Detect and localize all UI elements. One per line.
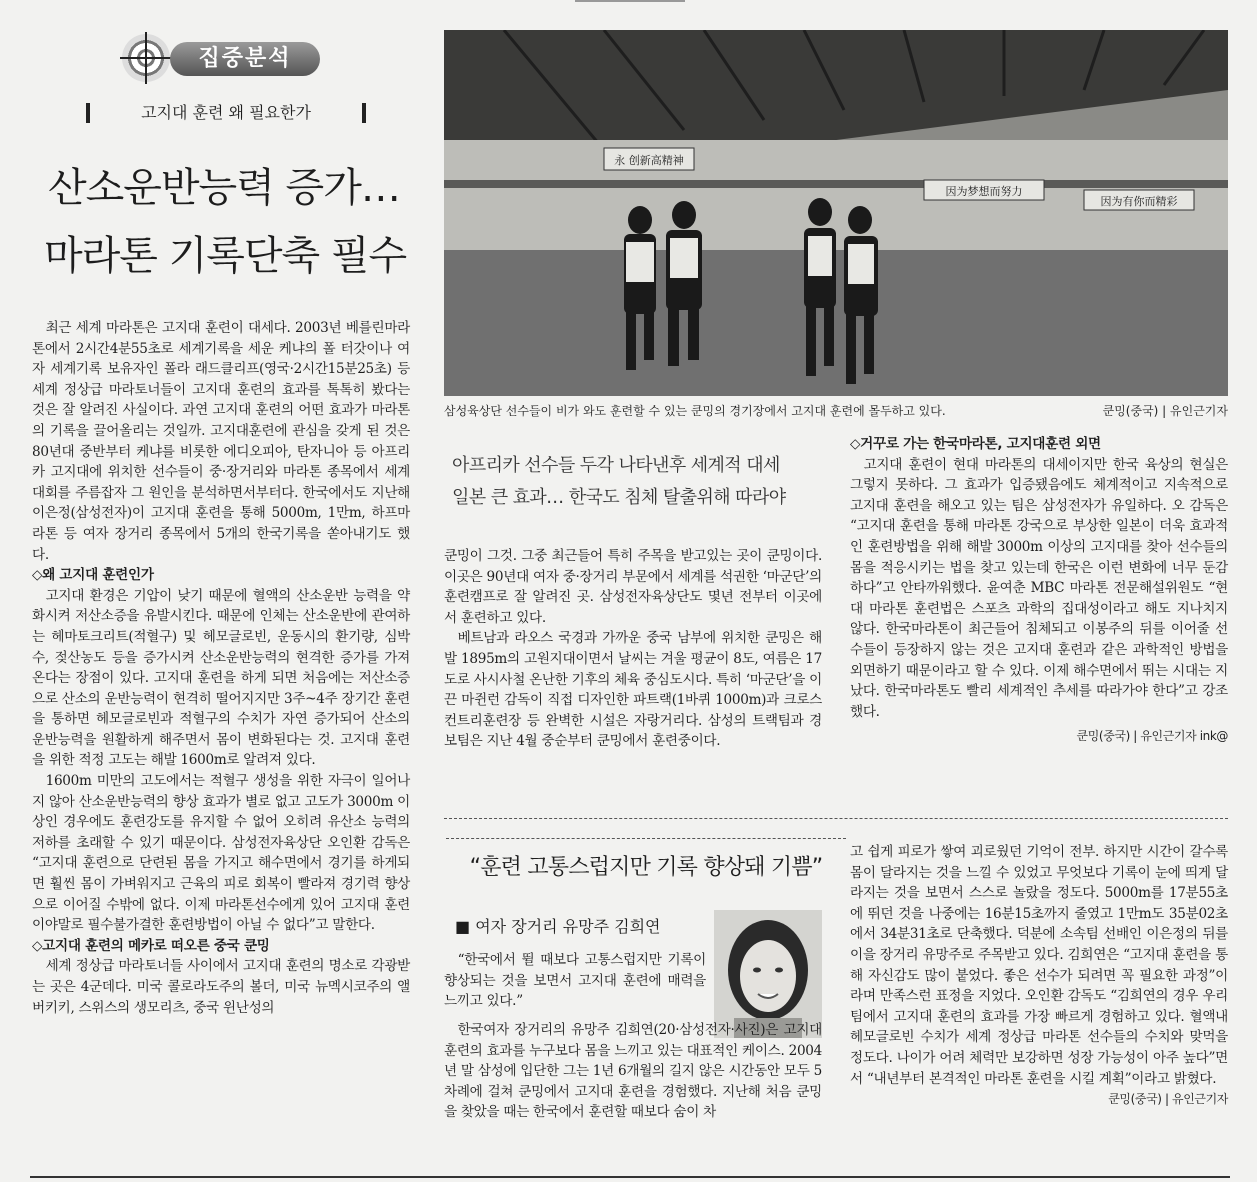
stadium-sign: 永 创新高精神 xyxy=(614,154,684,167)
article2-col-b xyxy=(850,842,1228,1110)
article2-paragraph: “한국에서 뛸 때보다 고통스럽지만 기록이 향상되는 것을 보면서 고지대 훈련에 매력을 느끼고 있다.” xyxy=(444,952,706,1010)
col1-paragraph: 최근 세계 마라톤은 고지대 훈련이 대세다. 2003년 베를린마라톤에서 2시간4분55초로 세계기록을 세운 케냐의 폴 터갓이나 여자 세계기록 보유자인 폴라 래드클리프(영국·2시간15분25초) 등 세계 정상급 마라토너들이 고지대 훈련의 효과를 톡톡히 봤다는 것은 잘 알려진 사실이다. 과연 고지대 훈련의 어떤 효과가 마라톤의 기록을 끌어올리는 것일까. 고지대훈련에 관심을 갖게 된 것은 80년대 중반부터 케냐를 비롯한 에디오피아, 탄자니아 등 아프리카 고지대에 위치한 선수들이 중·장거리와 마라톤 종목에서 세계대회를 주름잡자 그 원인을 분석하면서부터다. 한국에서도 지난해 이은정(삼성전자)이 고지대 훈련을 통해 5000m, 1만m, 하프마라톤 등 여자 장거리 종목에서 5개의 한국기록을 쏟아내기도 했다. xyxy=(32,320,410,563)
caption-text: 삼성육상단 선수들이 비가 와도 훈련할 수 있는 쿤밍의 경기장에서 고지대 훈련에 몰두하고 있다. xyxy=(444,404,946,418)
article2-byline: 쿤밍(중국) | 유인근기자 xyxy=(1108,1092,1228,1107)
kicker: 고지대 훈련 왜 필요한가 xyxy=(86,101,366,125)
target-icon xyxy=(122,34,170,82)
headline-line2: 마라톤 기록단축 필수 xyxy=(44,233,407,279)
col2-paragraph: 베트남과 라오스 국경과 가까운 중국 남부에 위치한 쿤밍은 해발 1895m의 고원지대이면서 날씨는 겨울 평균이 8도, 여름은 17도로 사시사철 온난한 기후의 체육 중심도시다. 특히 ‘마군단’을 이끈 마쥔런 감독이 직접 디자인한 파트랙(1바퀴 1000m)과 크로스컨트리훈련장 등 완벽한 시설은 자랑거리다. 삼성의 트랙팀과 경보팀은 지난 4월 중순부터 쿤밍에서 훈련중이다. xyxy=(444,630,822,750)
portrait-graphic xyxy=(714,910,822,1038)
article-separator xyxy=(444,818,1228,819)
headline-line1: 산소운반능력 증가… xyxy=(48,165,400,211)
stadium-photo xyxy=(444,30,1228,396)
column-1 xyxy=(32,318,410,1018)
page-top-fragment xyxy=(575,0,685,8)
col1-paragraph: 1600m 미만의 고도에서는 적혈구 생성을 위한 자극이 일어나지 않아 산소운반능력의 향상 효과가 별로 없고 고도가 3000m 이상인 경우에도 훈련강도를 유지할 수 없어 오히려 유산소 능력의 저하를 초래할 수 있기 때문이다. 삼성전자육상단 오인환 감독은 “고지대 훈련으로 단련된 몸을 가지고 해수면에서 경기를 하게되면 훨씬 몸이 가벼워지고 근육의 피로 회복이 빨라져 경기력 향상으로 이어질 수밖에 없다. 이제 마라톤선수에게 있어 고지대 훈련이야말로 필수불가결한 훈련방법이 아닐 수 없다”고 말한다. xyxy=(32,773,410,934)
bottom-rule xyxy=(30,1176,1230,1178)
column-3 xyxy=(850,434,1228,747)
col3-paragraph: 고지대 훈련이 현대 마라톤의 대세이지만 한국 육상의 현실은 그렇지 못하다. 그 효과가 입증됐음에도 체계적이고 지속적으로 고지대 훈련을 해오고 있는 팀은 삼성전자가 유일하다. 오 감독은 “고지대 훈련을 통해 마라톤 강국으로 부상한 일본이 더욱 효과적인 훈련방법을 위해 해발 3000m 이상의 고지대를 찾아 선수들의 몸을 적응시키는 법을 찾고 있는데 한국은 이런 변화에 너무 둔감하다”고 안타까워했다. 윤여춘 MBC 마라톤 전문해설위원도 “현대 마라톤 훈련법은 스포츠 과학의 집대성이라고 해도 지나치지 않다. 한국마라톤이 최근들어 침체되고 이봉주의 뒤를 이어줄 선수들이 등장하지 않는 것은 고지대 훈련과 같은 과학적인 방법을 외면하기 때문이라고 할 수 있다. 이제 해수면에서 뛰는 시대는 지났다. 한국마라톤도 빨리 세계적인 추세를 따라가야 한다”고 강조했다. xyxy=(850,456,1228,720)
article2-paragraph: 고 쉽게 피로가 쌓여 괴로웠던 기억이 전부. 하지만 시간이 갈수록 몸이 달라지는 것을 느낄 수 있었고 무엇보다 기록이 눈에 띄게 달라지는 것을 보면서 스스로 놀랐을 정도다. 5000m를 17분55초에 뛰던 것을 나중에는 16분15초까지 줄였고 1만m도 35분02초에서 34분31초로 단축했다. 덕분에 소속팀 선배인 이은정의 뒤를 이을 장거리 유망주로 주목받고 있다. 김희연은 “고지대 훈련을 통해 자신감도 많이 붙었다. 좋은 선수가 되려면 꼭 필요한 과정”이라며 만족스런 표정을 지었다. 오인환 감독도 “김희연의 경우 우리팀에서 고지대 훈련의 효과를 가장 빠르게 경험하고 있다. 혈액내 헤모글로빈 수치가 세계 정상급 마라톤 선수들의 수치와 맞먹을 정도다. 나이가 어려 체력만 보강하면 성장 가능성이 아주 높다”면서 “내년부터 본격적인 마라톤 훈련을 시킬 계획”이라고 밝혔다. xyxy=(850,844,1228,1087)
col3-byline: 쿤밍(중국) | 유인근기자 ink@ xyxy=(1076,729,1228,744)
stadium-photo-graphic xyxy=(444,30,1228,396)
col1-paragraph: 세계 정상급 마라토너들 사이에서 고지대 훈련의 명소로 각광받는 곳은 4군데다. 미국 콜로라도주의 볼더, 미국 뉴멕시코주의 앨버키키, 스위스의 생모리츠, 중국 윈난성의 xyxy=(32,958,410,1016)
column-2 xyxy=(444,546,822,752)
stadium-sign: 因为有你而精彩 xyxy=(1100,195,1178,208)
col1-subheading: ◇왜 고지대 훈련인가 xyxy=(32,567,154,584)
section-badge xyxy=(118,34,328,86)
article2-col-a xyxy=(444,1020,822,1123)
article2-col-a-top xyxy=(444,950,706,1012)
pull-quote-line: 아프리카 선수들 두각 나타낸후 세계적 대세 xyxy=(452,455,780,476)
photo-credit: 쿤밍(중국) | 유인근기자 xyxy=(1102,404,1228,418)
col1-subheading: ◇고지대 훈련의 메카로 떠오른 중국 쿤밍 xyxy=(32,937,270,954)
col3-subheading: ◇거꾸로 가는 한국마라톤, 고지대훈련 외면 xyxy=(850,436,1101,452)
article2-subtitle: ■ 여자 장거리 유망주 김희연 xyxy=(455,917,661,936)
pull-quote-line: 일본 큰 효과… 한국도 침체 탈출위해 따라야 xyxy=(452,487,786,508)
stadium-sign: 因为梦想而努力 xyxy=(945,185,1023,198)
article2-paragraph: 한국여자 장거리의 유망주 김희연(20·삼성전자·사진)은 고지대 훈련의 효과를 누구보다 몸을 느끼고 있는 대표적인 케이스. 2004년 말 삼성에 입단한 그는 1년 6개월의 길지 않은 시간동안 모두 5차례에 걸쳐 쿤밍에서 고지대 훈련을 경험했다. 지난해 처음 쿤밍을 찾았을 때는 한국에서 훈련할 때보다 숨이 차 xyxy=(444,1022,822,1121)
portrait-photo xyxy=(714,910,822,1038)
article2-title: “훈련 고통스럽지만 기록 향상돼 기쁨” xyxy=(446,852,846,884)
pull-quote xyxy=(452,450,862,514)
badge-label: 집중분석 xyxy=(170,42,320,76)
col2-paragraph: 쿤밍이 그것. 그중 최근들어 특히 주목을 받고있는 곳이 쿤밍이다. 이곳은 90년대 여자 중·장거리 부문에서 세계를 석권한 ‘마군단’의 훈련캠프로 잘 알려진 곳. 삼성전자육상단도 몇년 전부터 이곳에서 훈련하고 있다. xyxy=(444,548,822,626)
col1-paragraph: 고지대 환경은 기압이 낮기 때문에 혈액의 산소운반 능력을 약화시켜 저산소증을 유발시킨다. 때문에 인체는 산소운반에 관여하는 헤마토크리트(적혈구) 및 헤모글로빈, 운동시의 환기량, 심박수, 젖산농도 등을 증가시켜 산소운반능력의 현격한 증가를 가져온다는 장점이 있다. 고지대 훈련을 하게 되면 처음에는 저산소증으로 산소의 운반능력이 현격히 떨어지지만 3주~4주 장기간 훈련을 통하면 헤모글로빈과 적혈구의 수치가 자연 증가되어 산소의 운반능력을 원활하게 해주면서 몸이 변화된다는 것. 고지대 훈련을 위한 적정 고도는 해발 1600m로 알려져 있다. xyxy=(32,587,410,769)
photo-caption xyxy=(444,402,1228,419)
